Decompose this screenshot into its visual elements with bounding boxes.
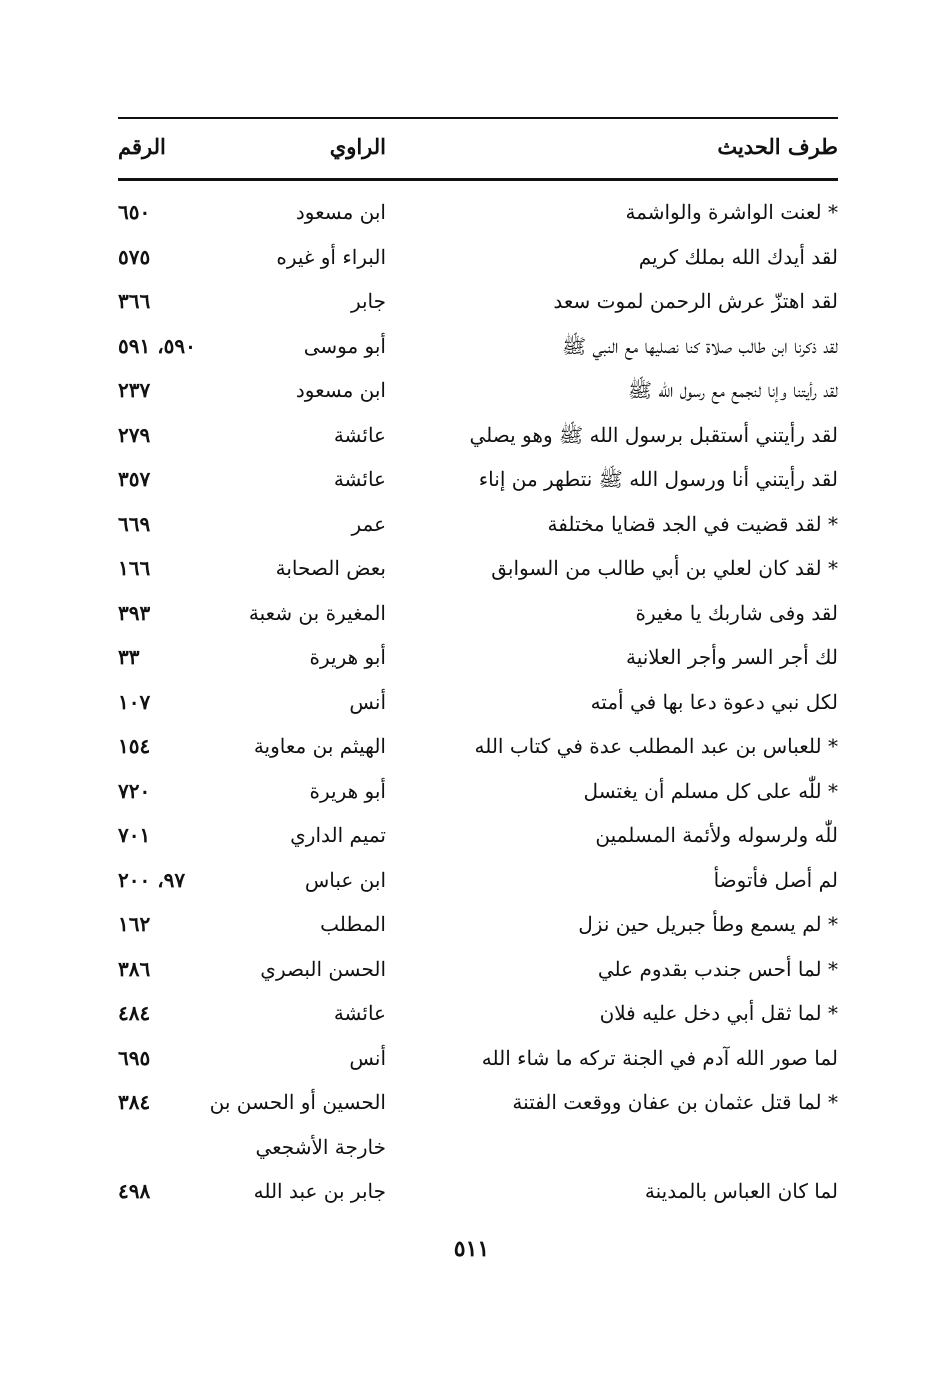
hadith-text: لما كان العباس بالمدينة [644,1179,838,1203]
header-rule [118,178,838,181]
hadith-text: * لقد قضيت في الجد قضايا مختلفة [547,511,838,536]
narrator: تميم الداري [290,823,386,847]
table-row [118,860,838,905]
hadith-text: لقد اهتزّ عرش الرحمن لموت سعد [553,289,838,313]
hadith-text: لك أجر السر وأجر العلانية [625,645,838,669]
narrator: ابن عباس [304,867,386,892]
narrator: ابن مسعود [295,200,386,224]
header-narrator: الراوي [329,134,386,159]
hadith-number: ١٦٦ [118,556,151,580]
narrator: أبو موسى [303,333,386,358]
hadith-text: لقد رأيتني أستقبل برسول الله ﷺ وهو يصلي [469,422,838,447]
hadith-text: لما صور الله آدم في الجنة تركه ما شاء الله [481,1045,838,1070]
table-row [118,548,838,593]
narrator: المطلب [320,912,386,936]
hadith-number: ٣٩٣ [118,600,151,625]
header-number: الرقم [118,134,166,159]
table-row [118,593,838,638]
hadith-text: للّٰه ولرسوله ولأئمة المسلمين [595,823,838,847]
hadith-text: * لم يسمع وطأ جبريل حين نزل [578,912,838,936]
hadith-number: ٦٩٥ [118,1045,151,1070]
hadith-number: ٩٧، ٢٠٠ [118,867,186,892]
table-row [118,370,838,415]
hadith-text: لقد رأيتنا وإنا لنجمع مع رسول الله ﷺ [627,378,838,402]
narrator: البراء أو غيره [276,244,386,269]
table-row [118,237,838,282]
hadith-text: لكل نبي دعوة دعا بها في أمته [590,689,838,714]
narrator: جابر [350,289,386,313]
table-row [118,993,838,1038]
narrator: أبو هريرة [309,778,386,803]
hadith-number: ٣٨٤ [118,1090,151,1114]
narrator: المغيرة بن شعبة [248,600,386,625]
hadith-number: ٦٥٠ [118,200,151,224]
narrator: عمر [351,511,386,536]
hadith-text: * لما ثقل أبي دخل عليه فلان [599,1001,838,1025]
hadith-number: ٤٨٤ [118,1001,151,1025]
hadith-number: ٧٢٠ [118,778,151,803]
narrator: الحسين أو الحسن بن [209,1090,386,1114]
narrator: خارجة الأشجعي [255,1134,386,1159]
table-row [118,949,838,994]
hadith-text: لقد وفى شاربك يا مغيرة [635,600,838,625]
table-row [118,415,838,460]
hadith-text: لم أصل فأتوضأ [713,867,838,892]
hadith-number: ٣٥٧ [118,467,151,491]
table-row [118,504,838,549]
page-number: ٥١١ [453,1236,490,1262]
hadith-number: ٥٧٥ [118,244,151,269]
hadith-text: * لعنت الواشرة والواشمة [625,200,838,224]
table-header [118,128,838,168]
narrator: عائشة [333,467,386,491]
narrator: الهيثم بن معاوية [253,734,386,758]
narrator: عائشة [333,1001,386,1025]
table-row [118,637,838,682]
hadith-number: ٧٠١ [118,823,151,847]
hadith-number: ٦٦٩ [118,511,151,536]
hadith-text: * للّٰه على كل مسلم أن يغتسل [583,778,838,803]
table-row [118,459,838,504]
table-row [118,904,838,949]
narrator: عائشة [333,422,386,447]
table-body [118,192,838,1216]
hadith-number: ٥٩٠، ٥٩١ [118,333,196,358]
hadith-text: * للعباس بن عبد المطلب عدة في كتاب الله [474,734,838,758]
top-rule [118,117,838,119]
hadith-number: ٢٣٧ [118,378,151,402]
hadith-text: لقد رأيتني أنا ورسول الله ﷺ نتطهر من إناء [478,467,838,491]
narrator: أبو هريرة [309,645,386,669]
table-row [118,1082,838,1127]
hadith-number: ٤٩٨ [118,1179,151,1203]
hadith-text: لقد أيدك الله بملك كريم [638,244,838,269]
hadith-text: * لقد كان لعلي بن أبي طالب من السوابق [491,556,838,580]
hadith-text: لقد ذكرنا ابن طالب صلاة كنا نصليها مع النبي ﷺ [561,333,838,358]
table-row [118,1171,838,1216]
hadith-number: ٣٨٦ [118,956,151,981]
hadith-number: ٢٧٩ [118,422,151,447]
hadith-number: ١٥٤ [118,734,151,758]
table-row [118,1038,838,1083]
narrator: بعض الصحابة [275,556,386,580]
narrator: الحسن البصري [260,956,386,981]
table-row [118,726,838,771]
header-hadith: طرف الحديث [717,134,838,159]
hadith-number: ١٠٧ [118,689,151,714]
table-row [118,815,838,860]
table-row [118,682,838,727]
table-row [118,771,838,816]
hadith-text: * لما أحس جندب بقدوم علي [597,956,838,981]
table-row [118,192,838,237]
narrator: جابر بن عبد الله [253,1179,386,1203]
narrator: ابن مسعود [295,378,386,402]
narrator: أنس [349,689,386,714]
hadith-number: ١٦٢ [118,912,151,936]
table-row [118,326,838,371]
narrator: أنس [349,1045,386,1070]
table-row [118,1127,838,1172]
hadith-number: ٣٣ [118,645,140,669]
hadith-text: * لما قتل عثمان بن عفان ووقعت الفتنة [512,1090,838,1114]
table-row [118,281,838,326]
hadith-number: ٣٦٦ [118,289,151,313]
